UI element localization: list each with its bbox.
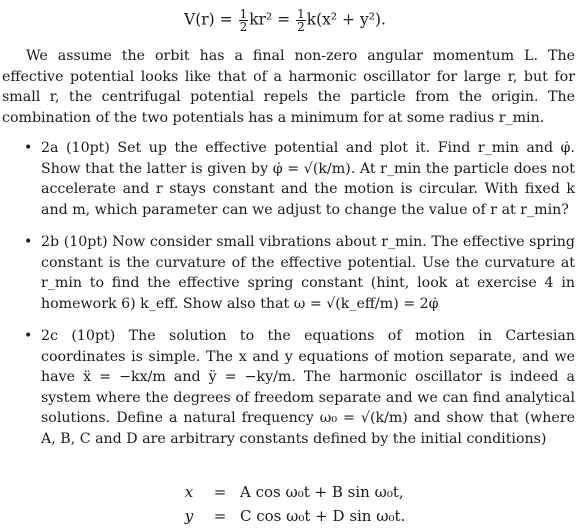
intro-text: We assume the orbit has a final non-zero angular momentum L. The effective potential looks like that of a harmonic oscillator for large r, but for small r, the centrifugal potential repels the particle from the origin. The combination of the two potentials has a minimum for at some radius r_min. <box>2 48 575 126</box>
intro-paragraph <box>2 46 575 128</box>
solution-equations <box>178 480 405 528</box>
list-item-2a <box>0 138 575 220</box>
problem-list <box>0 138 575 461</box>
equation-lhs-y: y <box>184 507 194 525</box>
equation-rhs-x: A cos ω₀t + B sin ω₀t, <box>240 483 404 501</box>
list-item-2b <box>0 232 575 314</box>
equation-equals: = <box>277 10 291 29</box>
equation-row-y <box>178 504 405 528</box>
fraction-half-1: $\frac{1}{2}$ <box>239 7 248 34</box>
fraction-half-2: $\frac{1}{2}$ <box>297 7 305 34</box>
bullet: • <box>24 234 33 250</box>
equation-term-kxy: k(x² + y²). <box>306 10 386 29</box>
equation-lhs-x: x <box>184 483 194 501</box>
equation-term-kr2: kr² <box>249 10 273 29</box>
potential-equation <box>184 8 386 33</box>
equation-lhs: V(r) = <box>184 10 233 29</box>
equation-rel: = <box>213 507 227 525</box>
item-2b-text: 2b (10pt) Now consider small vibrations about r_min. The effective spring constant is the curvature of the effective potential. Use the curvature at r_min to find the effective spring constant (hint, look at exercise 4 in homework 6) k_eff. Show also that ω = √(k_eff/m) = 2φ̇ <box>41 234 575 312</box>
bullet: • <box>24 140 33 156</box>
equation-row-x <box>178 480 405 504</box>
bullet: • <box>24 328 33 344</box>
item-2c-text: 2c (10pt) The solution to the equations of motion in Cartesian coordinates is simple. The x and y equations of motion separate, and we have ẍ = −kx/m and ÿ = −ky/m. The harmonic oscillator is indeed a system where the degrees of freedom separate and we can find analytical solutions. Define a natural frequency ω₀ = √(k/m) and show that (where A, B, C and D are arbitrary constants defined by the initial conditions) <box>41 328 575 447</box>
item-2a-text: 2a (10pt) Set up the effective potential and plot it. Find r_min and φ̇. Show that the latter is given by φ̇ = √(k/m). At r_min the particle does not accelerate and r stays constant and the motion is circular. With fixed k and m, which parameter can we adjust to change the value of r at r_min? <box>41 140 575 218</box>
list-item-2c <box>0 326 575 449</box>
equation-rhs-y: C cos ω₀t + D sin ω₀t. <box>240 507 406 525</box>
equation-rel: = <box>213 483 227 501</box>
